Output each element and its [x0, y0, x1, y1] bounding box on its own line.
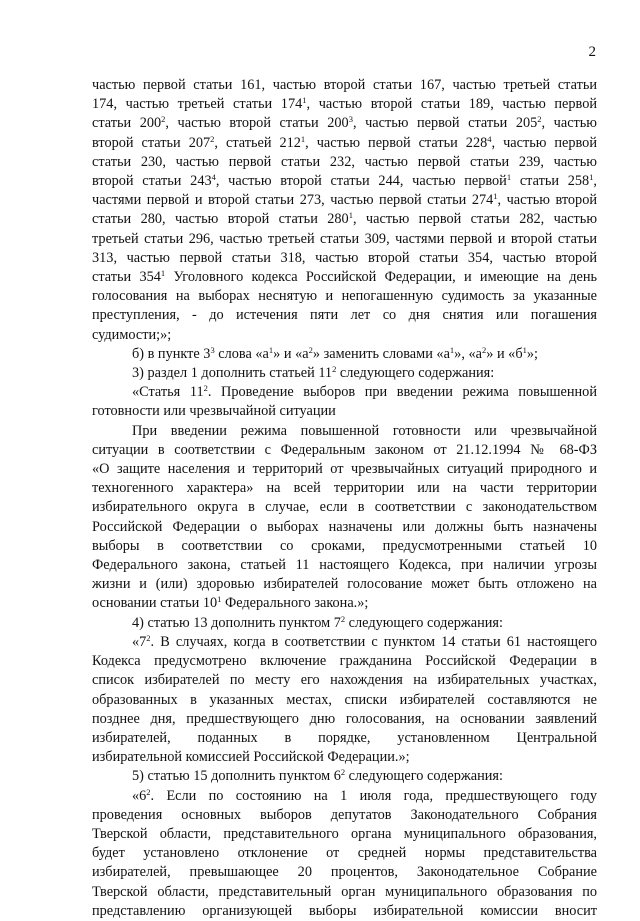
text-line: основании статьи $10^1$ Федерального закона.»;	[92, 594, 369, 612]
text-line: судимости;»;	[92, 326, 172, 343]
text-line: статьи 280, частью второй статьи $280^1$, частью первой статьи 282, частью	[92, 210, 597, 228]
text-line: «$6^2$. Если по состоянию на 1 июля года, предшествующего году	[132, 786, 597, 804]
text-line: Российской Федерации о выборах назначены или должны быть назначены	[92, 518, 597, 535]
text-line: статьи 230, частью первой статьи 232, частью первой статьи 239, частью	[92, 153, 597, 170]
text-line: статьи $200^2$, частью второй статьи $200^3$, частью первой статьи $205^2$, частью	[92, 114, 597, 132]
text-line: образованных в указанных местах, списки избирателей составляются не	[92, 691, 597, 708]
text-line: готовности или чрезвычайной ситуации	[92, 403, 336, 420]
text-line: техногенного характера» на всей территории или на части территории	[92, 480, 597, 497]
text-line: «$7^2$. В случаях, когда в соответствии с пунктом 14 статьи 61 настоящего	[132, 632, 597, 650]
text-line: проведения основных выборов депутатов Законодательного Собрания	[92, 806, 597, 823]
page-number: 2	[588, 44, 596, 60]
text-line: «Статья $11^2$. Проведение выборов при введении режима повышенной	[132, 383, 597, 401]
text-line: список избирателей по месту его нахождения на избирательных участках,	[92, 672, 597, 689]
text-line: избирателей, превышающее 20 процентов, Законодательное Собрание	[92, 864, 597, 881]
text-line: позднее дня, предшествующего дню голосования, на основании заявлений	[92, 710, 597, 727]
text-line: 313, частью первой статьи 318, частью второй статьи 354, частью второй	[92, 249, 597, 266]
text-line: 5) статью 15 дополнить пунктом $6^2$ следующего содержания:	[132, 767, 503, 785]
document-body	[92, 76, 597, 921]
text-line: третьей статьи 296, частью третьей статьи 309, частями первой и второй статьи	[92, 230, 597, 247]
text-line: 3) раздел 1 дополнить статьей $11^2$ следующего содержания:	[132, 364, 495, 382]
text-line: избирательного округа в случае, если в соответствии с законодательством	[92, 499, 597, 516]
text-line: Тверской области, представительный орган муниципального образования по	[92, 883, 597, 900]
text-line: избирателей, поданных в порядке, установленном Центральной	[92, 729, 597, 746]
text-line: Тверской области, представительного органа муниципального образования,	[92, 825, 597, 842]
text-line: представлению организующей выборы избирательной комиссии вносит	[92, 902, 597, 919]
text-line: 174, частью третьей статьи $174^1$, частью второй статьи 189, частью первой	[92, 95, 598, 113]
text-line: частями первой и второй статьи 273, частью первой статьи $274^1$, частью второй	[92, 191, 597, 209]
text-line: 4) статью 13 дополнить пунктом $7^2$ следующего содержания:	[132, 613, 503, 631]
text-line: частью первой статьи 161, частью второй статьи 167, частью третьей статьи	[92, 77, 597, 93]
text-line: будет установлено отклонение от средней нормы представительства	[92, 845, 597, 862]
text-line: избирательной комиссией Российской Федерации.»;	[92, 749, 410, 766]
text-line: ситуации в соответствии с Федеральным законом от 21.12.1994 № 68-ФЗ	[92, 441, 597, 458]
text-line: жизни и (или) здоровью избирателей голосование может быть отложено на	[92, 576, 597, 593]
text-line: второй статьи $207^2$, статьей $212^1$, частью первой статьи $228^4$, частью первой	[92, 133, 597, 151]
text-line: б) в пункте $3^3$ слова «$а^1$» и «$а^2$» заменить словами «$а^1$», «$а^2$» и «$б^1$»;	[132, 344, 538, 362]
text-line: При введении режима повышенной готовности или чрезвычайной	[132, 422, 597, 439]
text-line: голосования на выборах неснятую и непогашенную судимость за указанные	[92, 288, 597, 305]
text-line: выборы в соответствии со сроками, предусмотренными статьей 10	[92, 537, 597, 554]
text-line: статьи $354^1$ Уголовного кодекса Российской Федерации, и имеющие на день	[92, 268, 598, 286]
text-line: Кодекса предусмотрено включение гражданина Российской Федерации в	[92, 653, 597, 670]
text-line: преступления, - до истечения пяти лет со дня снятия или погашения	[92, 307, 597, 324]
text-line: Федерального закона, статьей 11 настоящего Кодекса, при наличии угрозы	[92, 557, 597, 574]
text-line: «О защите населения и территорий от чрезвычайных ситуаций природного и	[92, 461, 597, 478]
text-line: второй статьи $243^4$, частью второй статьи 244, частью первой$^1$ статьи $258^1$,	[92, 172, 597, 190]
